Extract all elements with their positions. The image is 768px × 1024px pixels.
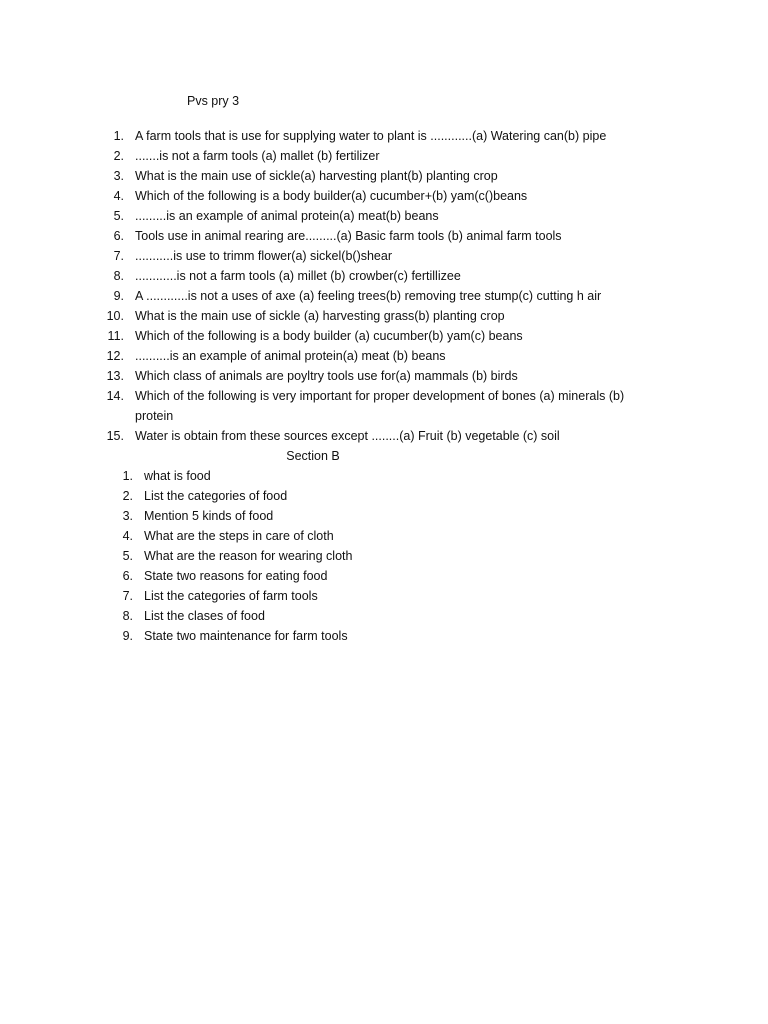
question-item — [0, 486, 664, 506]
question-item — [0, 586, 664, 606]
question-text: Which of the following is very important for proper development of bones (a) minerals (b) protein — [135, 389, 625, 423]
question-text: .........is an example of animal protein(a) meat(b) beans — [135, 209, 439, 223]
question-item — [0, 606, 664, 626]
question-item — [0, 526, 664, 546]
question-item — [0, 126, 655, 146]
question-text: What is the main use of sickle (a) harvesting grass(b) planting crop — [135, 309, 505, 323]
question-text: Water is obtain from these sources except ........(a) Fruit (b) vegetable (c) soil — [135, 429, 560, 443]
question-text: List the clases of food — [144, 609, 265, 623]
question-text: State two reasons for eating food — [144, 569, 328, 583]
question-number: 2. — [113, 149, 124, 163]
question-text: what is food — [144, 469, 211, 483]
question-text: ...........is use to trimm flower(a) sickel(b()shear — [135, 249, 392, 263]
question-number: 3. — [113, 169, 124, 183]
question-text: List the categories of farm tools — [144, 589, 318, 603]
question-text: What is the main use of sickle(a) harvesting plant(b) planting crop — [135, 169, 498, 183]
question-number: 7. — [113, 249, 124, 263]
question-item — [0, 626, 664, 646]
question-item — [0, 206, 655, 226]
question-text: ............is not a farm tools (a) millet (b) crowber(c) fertillizee — [135, 269, 461, 283]
question-text: A ............is not a uses of axe (a) feeling trees(b) removing tree stump(c) cutting h air — [135, 289, 602, 303]
question-number: 7. — [122, 589, 133, 603]
question-number: 8. — [113, 269, 124, 283]
question-number: 4. — [113, 189, 124, 203]
question-text: Which class of animals are poyltry tools use for(a) mammals (b) birds — [135, 369, 518, 383]
question-number: 15. — [106, 429, 124, 443]
question-item — [0, 226, 655, 246]
question-number: 10. — [106, 309, 124, 323]
question-text: Which of the following is a body builder(a) cucumber+(b) yam(c()beans — [135, 189, 528, 203]
question-text: What are the steps in care of cloth — [144, 529, 334, 543]
question-number: 6. — [122, 569, 133, 583]
question-number: 9. — [113, 289, 124, 303]
section-a-question-list — [0, 126, 768, 446]
question-text: List the categories of food — [144, 489, 288, 503]
question-text: Mention 5 kinds of food — [144, 509, 274, 523]
question-number: 5. — [122, 549, 133, 563]
question-number: 3. — [122, 509, 133, 523]
question-text: Tools use in animal rearing are.........(a) Basic farm tools (b) animal farm tools — [135, 229, 562, 243]
question-text: ..........is an example of animal protein(a) meat (b) beans — [135, 349, 446, 363]
question-item — [0, 246, 655, 266]
question-item — [0, 546, 664, 566]
question-number: 9. — [122, 629, 133, 643]
question-number: 12. — [106, 349, 124, 363]
question-item — [0, 426, 655, 446]
question-item — [0, 306, 655, 326]
question-item — [0, 166, 655, 186]
question-number: 4. — [122, 529, 133, 543]
question-text: What are the reason for wearing cloth — [144, 549, 353, 563]
question-number: 11. — [107, 329, 124, 343]
question-number: 6. — [113, 229, 124, 243]
question-item — [0, 326, 655, 346]
question-number: 5. — [113, 209, 124, 223]
question-number: 1. — [122, 469, 133, 483]
question-text: A farm tools that is use for supplying water to plant is ............(a) Watering can(b) pipe — [135, 129, 607, 143]
question-item — [0, 386, 655, 426]
section-b-heading: Section B — [286, 449, 340, 463]
question-text: Which of the following is a body builder (a) cucumber(b) yam(c) beans — [135, 329, 523, 343]
question-item — [0, 266, 655, 286]
question-number: 14. — [106, 389, 124, 403]
question-item — [0, 186, 655, 206]
question-item — [0, 566, 664, 586]
question-item — [0, 506, 664, 526]
question-item — [0, 146, 655, 166]
question-item — [0, 366, 655, 386]
question-item — [0, 286, 655, 306]
question-text: State two maintenance for farm tools — [144, 629, 348, 643]
question-text: .......is not a farm tools (a) mallet (b) fertilizer — [135, 149, 380, 163]
question-number: 13. — [106, 369, 124, 383]
page-title: Pvs pry 3 — [187, 94, 240, 108]
section-b-question-list — [0, 466, 768, 646]
question-item — [0, 466, 664, 486]
question-number: 2. — [122, 489, 133, 503]
question-number: 8. — [122, 609, 133, 623]
question-number: 1. — [113, 129, 124, 143]
question-item — [0, 346, 655, 366]
